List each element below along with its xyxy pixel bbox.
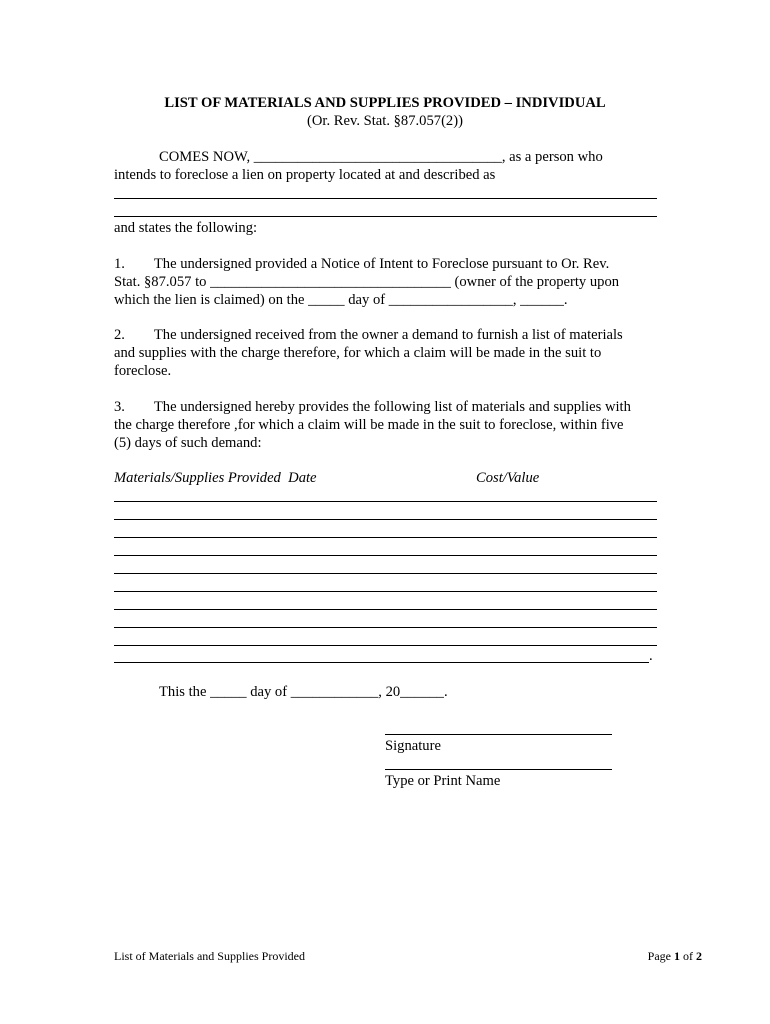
intro-line-3: and states the following:	[114, 220, 258, 236]
para1-line-3: which the lien is claimed) on the _____ day of _________________, ______.	[114, 292, 568, 308]
materials-entry-line	[114, 591, 657, 592]
property-description-line-2	[114, 216, 657, 217]
materials-entry-line-last	[114, 662, 649, 663]
property-description-line-1	[114, 198, 657, 199]
para3-line-1: 3. The undersigned hereby provides the following list of materials and supplies with	[114, 399, 631, 415]
para2-line-1: 2. The undersigned received from the owner a demand to furnish a list of materials	[114, 327, 623, 343]
print-name-line	[385, 769, 612, 770]
materials-entry-line	[114, 609, 657, 610]
signature-label: Signature	[385, 738, 441, 754]
para1-line-2: Stat. §87.057 to _________________________________ (owner of the property upon	[114, 274, 620, 290]
cost-column-header: Cost/Value	[476, 470, 540, 486]
document-title: LIST OF MATERIALS AND SUPPLIES PROVIDED – INDIVIDUAL	[164, 95, 606, 111]
intro-line-2: intends to foreclose a lien on property located at and described as	[114, 167, 496, 183]
footer-title: List of Materials and Supplies Provided	[114, 949, 305, 963]
materials-entry-line	[114, 627, 657, 628]
signature-line	[385, 734, 612, 735]
materials-entry-line	[114, 573, 657, 574]
page-current: 1	[674, 949, 680, 963]
materials-entry-line	[114, 645, 657, 646]
last-line-period: .	[649, 648, 653, 664]
date-line: This the _____ day of ____________, 20______.	[159, 684, 448, 700]
para3-line-3: (5) days of such demand:	[114, 435, 262, 451]
materials-entry-line	[114, 519, 657, 520]
para3-line-2: the charge therefore ,for which a claim will be made in the suit to foreclose, within five	[114, 417, 624, 433]
page-number	[648, 949, 702, 964]
materials-entry-line	[114, 537, 657, 538]
para2-line-3: foreclose.	[114, 363, 172, 379]
page-total: 2	[696, 949, 702, 963]
page-prefix: Page	[647, 949, 674, 963]
materials-column-header: Materials/Supplies Provided Date	[114, 470, 317, 486]
document-subtitle: (Or. Rev. Stat. §87.057(2))	[307, 113, 463, 129]
print-name-label: Type or Print Name	[385, 773, 501, 789]
para2-line-2: and supplies with the charge therefore, for which a claim will be made in the suit to	[114, 345, 602, 361]
para1-line-1: 1. The undersigned provided a Notice of Intent to Foreclose pursuant to Or. Rev.	[114, 256, 610, 272]
intro-line-1: COMES NOW, __________________________________, as a person who	[159, 149, 603, 165]
materials-entry-line	[114, 501, 657, 502]
materials-entry-line	[114, 555, 657, 556]
page-of: of	[680, 949, 696, 963]
